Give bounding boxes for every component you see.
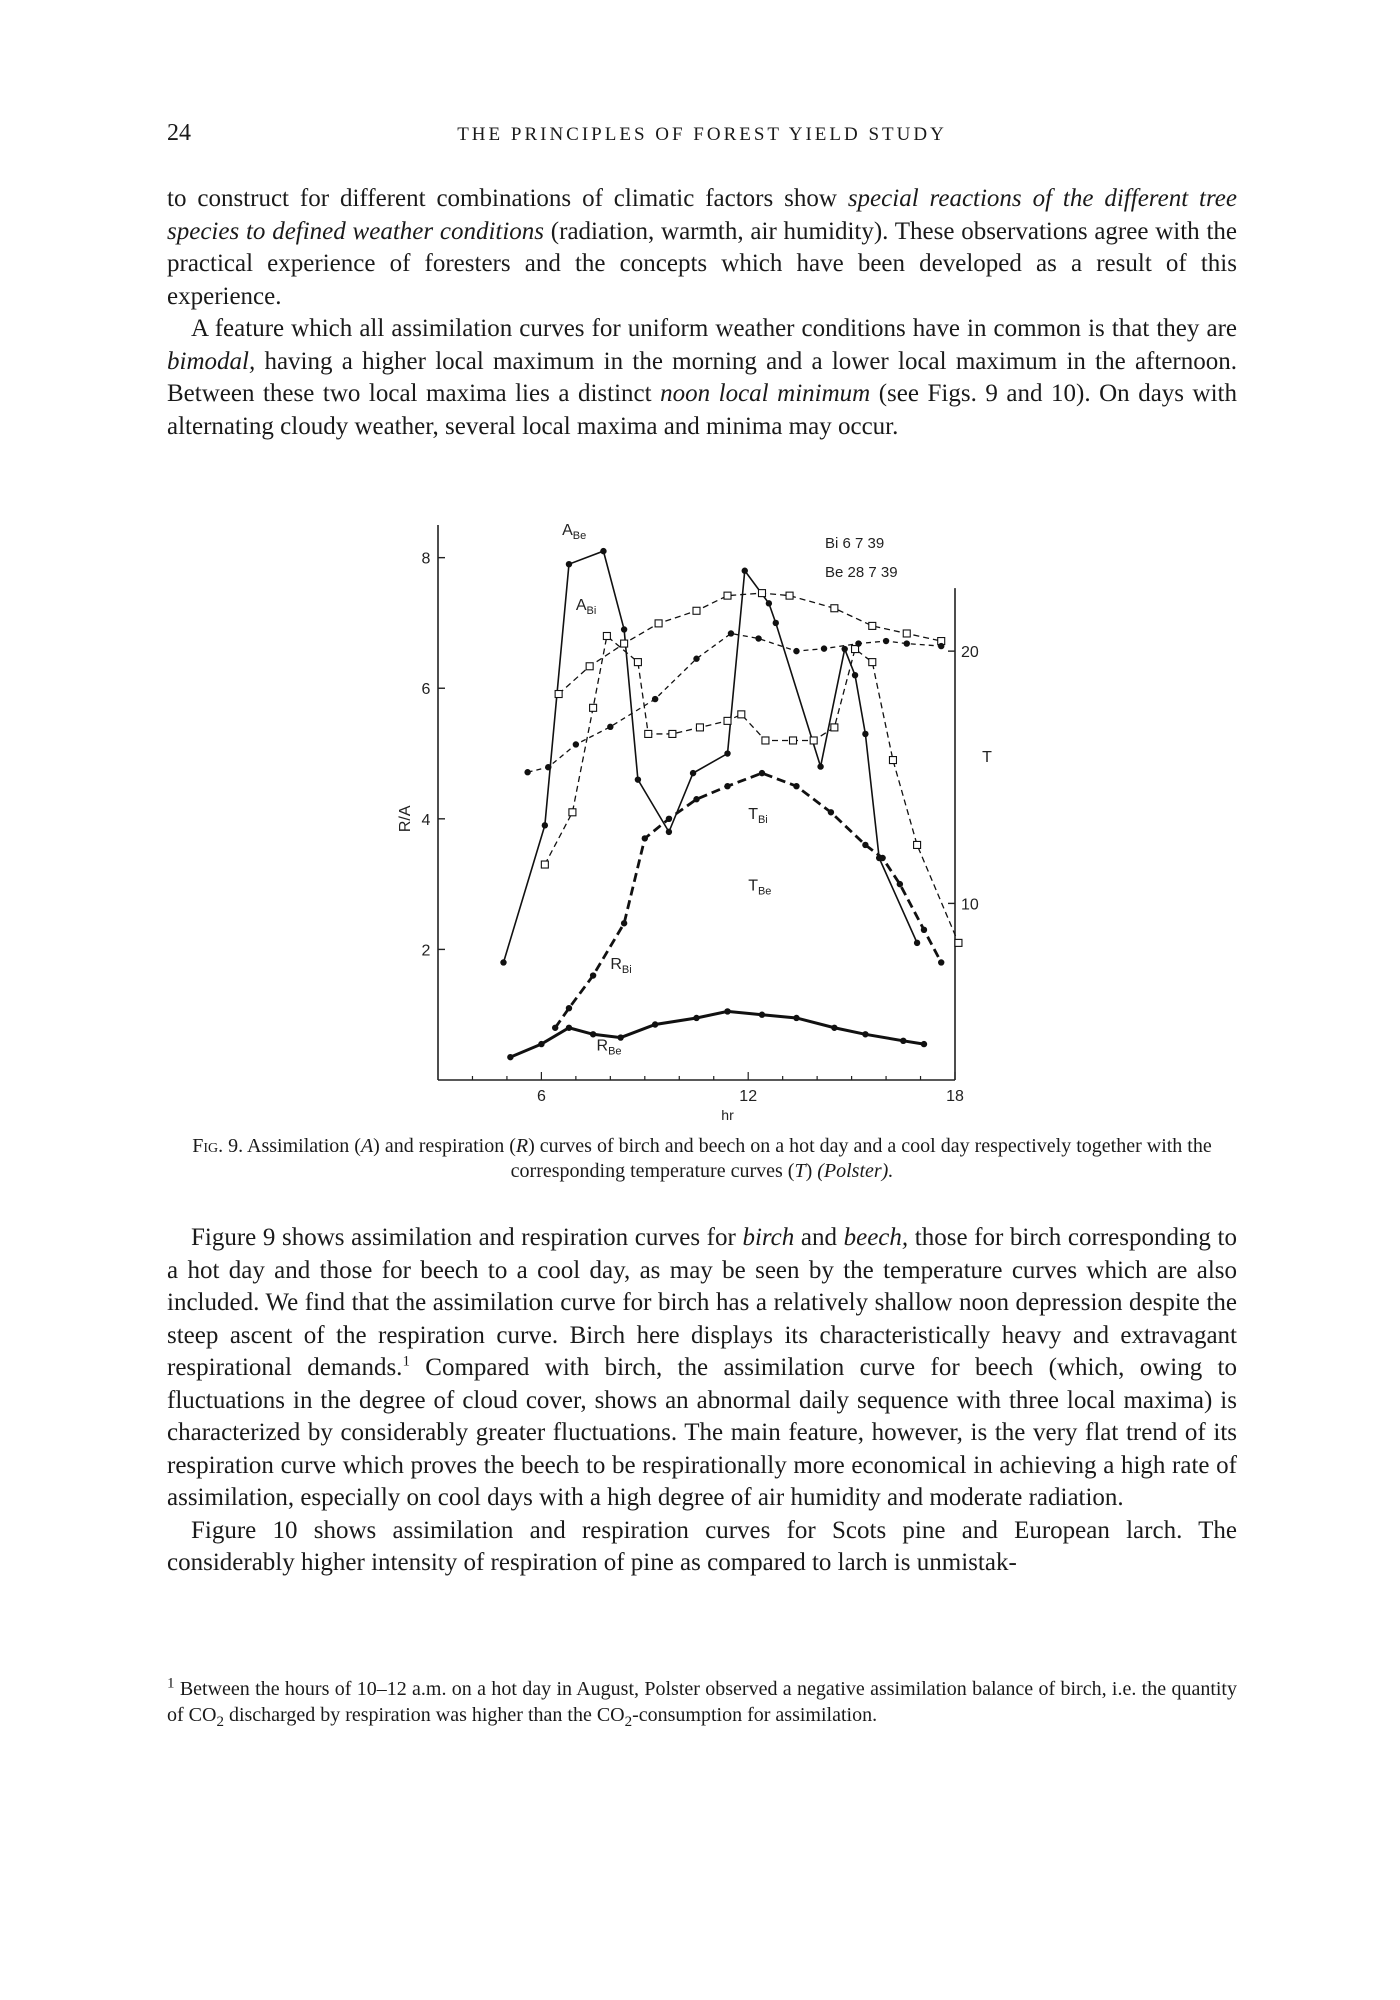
data-point-TBe [821,645,827,651]
curve-label-ABi: $A_{Bi}$ [575,596,597,617]
data-point-ABe [817,763,823,769]
data-point-RBi [879,855,885,861]
data-point-ABe [766,600,772,606]
x-tick-label: 12 [739,1088,758,1105]
data-point-ABe [621,626,627,632]
data-point-ABe [724,750,730,756]
data-point-TBi [831,605,838,612]
data-point-RBe [724,1008,730,1014]
paragraph: to construct for different combinations of climatic factors show special reactions of the different tree species to defined weather conditions (radiation, warmth, air humidity). These observations agree with the practical experience of foresters and the concepts which have been developed as a result of this experience. [167,185,1237,310]
data-point-ABi [889,757,896,764]
data-point-ABe [690,770,696,776]
series-line-ABe [503,551,917,962]
data-point-RBe [862,1031,868,1037]
data-point-RBe [831,1025,837,1031]
data-point-ABi [603,633,610,640]
x-tick-label: 6 [536,1088,546,1105]
data-point-RBi [566,1005,572,1011]
data-point-ABi [669,730,676,737]
data-point-RBi [642,835,648,841]
data-point-RBe [793,1015,799,1021]
data-point-RBe [759,1012,765,1018]
curve-label-TBi: $T_{Bi}$ [748,805,768,826]
data-point-TBe [693,656,699,662]
data-point-ABi [914,841,921,848]
data-point-RBe [538,1041,544,1047]
data-point-ABi [724,717,731,724]
y2-tick-label: 10 [961,896,979,914]
data-point-RBe [693,1015,699,1021]
data-point-RBe [590,1031,596,1037]
data-point-TBe [883,638,889,644]
curve-label-RBi: $R_{Bi}$ [610,956,632,976]
legend-birch-date: Bi 6 7 39 [825,534,885,552]
data-point-ABi [645,730,652,737]
data-point-TBi [786,592,793,599]
data-point-RBi [862,842,868,848]
y-tick-label: 6 [421,681,431,699]
data-point-RBi [724,783,730,789]
data-point-ABi [590,704,597,711]
data-point-RBe [507,1054,513,1060]
curve-label-ABe: $A_{Be}$ [562,521,587,542]
data-point-TBi [586,663,593,670]
running-head: THE PRINCIPLES OF FOREST YIELD STUDY [457,124,947,145]
data-point-RBe [617,1034,623,1040]
data-point-ABe [542,822,548,828]
data-point-RBi [938,959,944,965]
data-point-ABi [810,737,817,744]
data-point-TBe [652,696,658,702]
y2-axis-label: T [982,749,992,767]
figure-9 [395,505,1025,1123]
data-point-ABi [762,737,769,744]
curve-label-RBe: $R_{Be}$ [596,1037,622,1058]
data-point-TBe [545,764,551,770]
x-axis-label: hr [721,1107,734,1123]
footnote: $^1$ Between the hours of 10–12 a.m. on a hot day in August, Polster observed a negative assimilation balance of birch, i.e. the quantity of $CO_2$ discharged by respiration was higher than the $CO_2$-consumption for assimilation. [167,1675,1237,1730]
data-point-ABe [852,672,858,678]
data-point-ABe [666,829,672,835]
data-point-TBi [758,590,765,597]
data-point-TBe [855,640,861,646]
data-point-TBi [555,691,562,698]
series-line-TBe [528,633,942,772]
data-point-ABe [773,620,779,626]
series-line-RBe [510,1011,924,1057]
data-point-ABe [566,561,572,567]
y2-tick-label: 20 [961,644,979,662]
data-point-TBi [869,622,876,629]
y-tick-label: 4 [421,811,431,829]
data-point-RBi [590,972,596,978]
data-point-RBi [693,796,699,802]
data-point-ABe [914,940,920,946]
data-point-TBe [728,630,734,636]
data-point-RBi [828,809,834,815]
data-point-RBi [666,816,672,822]
data-point-RBi [897,881,903,887]
data-point-RBe [900,1038,906,1044]
data-point-ABe [600,548,606,554]
data-point-RBi [921,927,927,933]
data-point-TBe [573,741,579,747]
data-point-TBi [655,620,662,627]
footnote-ref: 1 [402,1353,410,1370]
data-point-RBi [793,783,799,789]
data-point-TBe [904,640,910,646]
data-point-TBi [621,640,628,647]
data-point-TBe [524,769,530,775]
data-point-ABi [569,809,576,816]
y-tick-label: 2 [421,942,431,960]
data-point-TBi [724,592,731,599]
data-point-ABi [696,724,703,731]
data-point-RBi [552,1025,558,1031]
assimilation-respiration-chart [395,505,1025,1123]
data-point-RBe [652,1021,658,1027]
curve-label-TBe: $T_{Be}$ [748,877,772,898]
paragraph: Figure 10 shows assimilation and respiration curves for Scots pine and European larch. The considerably higher intensity of respiration of pine as compared to larch is unmistak- [167,1516,1237,1576]
body-text-top [167,183,1237,443]
page-number: 24 [167,120,191,146]
paragraph: A feature which all assimilation curves for uniform weather conditions have in common is that they are bimodal, having a higher local maximum in the morning and a lower local maximum in the afternoon. Between these two local maxima lies a distinct noon local minimum (see Figs. 9 and 10). On days with alternating cloudy weather, several local maxima and minima may occur. [167,315,1237,440]
data-point-ABe [842,646,848,652]
data-point-TBe [938,643,944,649]
data-point-ABi [738,711,745,718]
data-point-RBi [621,920,627,926]
data-point-TBi [693,607,700,614]
data-point-ABi [831,724,838,731]
data-point-ABe [500,959,506,965]
y-tick-label: 8 [421,550,431,568]
data-point-ABe [862,731,868,737]
data-point-ABi [541,861,548,868]
data-point-TBe [793,648,799,654]
data-point-TBe [607,724,613,730]
data-point-ABe [635,776,641,782]
data-point-ABi [634,659,641,666]
y-axis-label: R/A [397,805,414,833]
data-point-TBe [755,635,761,641]
data-point-RBe [566,1025,572,1031]
data-point-RBi [759,770,765,776]
legend-beech-date: Be 28 7 39 [825,564,898,582]
data-point-ABi [869,659,876,666]
data-point-TBi [903,630,910,637]
x-tick-label: 18 [946,1088,964,1105]
data-point-ABi [955,939,962,946]
data-point-ABi [790,737,797,744]
page-header [167,120,1237,150]
data-point-RBe [921,1041,927,1047]
data-point-ABe [742,568,748,574]
body-text-bottom [167,1222,1237,1580]
paragraph: Figure 9 shows assimilation and respiration curves for birch and beech, those for birch corresponding to a hot day and those for beech to a cool day, as may be seen by the temperature curves which are also included. We find that the assimilation curve for birch has a relatively shallow noon depression despite the steep ascent of the respiration curve. Birch here displays its characteristically heavy and extravagant respirational demands.$^1$ Compared with birch, the assimilation curve for beech (which, owing to fluctuations in the degree of cloud cover, shows an abnormal daily sequence with three local maxima) is characterized by considerably greater fluctuations. The main feature, however, is the very flat trend of its respiration curve which proves the beech to be respirationally more economical in achieving a high rate of assimilation, especially on cool days with a high degree of air humidity and moderate radiation. [167,1224,1237,1511]
figure-caption: Fig. 9. Assimilation (A) and respiration (R) curves of birch and beech on a hot day and a cool day respectively together with the corresponding temperature curves (T) (Polster). [192,1135,1212,1182]
